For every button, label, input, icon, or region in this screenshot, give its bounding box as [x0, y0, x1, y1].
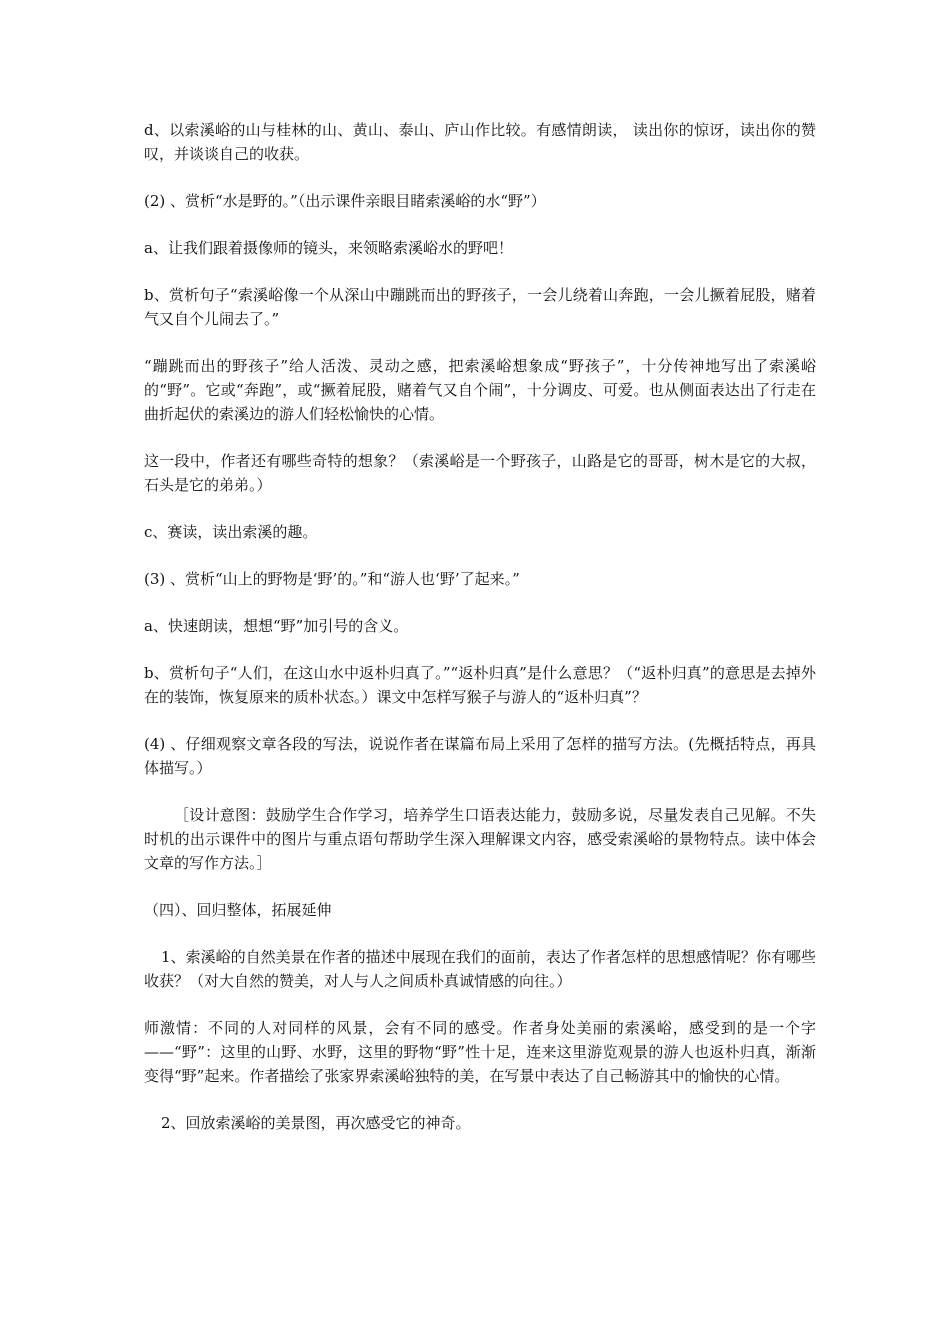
paragraph-item-2: 2、回放索溪峪的美景图，再次感受它的神奇。 [161, 1114, 471, 1132]
paragraph-question-1: 1、索溪峪的自然美景在作者的描述中展现在我们的面前，表达了作者怎样的思想感情呢？你有哪些收获？（对大自然的赞美，对人与人之间质朴真诚情感的向往。） [144, 948, 816, 990]
paragraph-section-3-heading: (3) 、赏析“山上的野物是‘野’的。”和“游人也‘野’了起来。” [144, 570, 520, 588]
paragraph-water-sentence: b、赏析句子“索溪峪像一个从深山中蹦跳而出的野孩子，一会儿绕着山奔跑，一会儿撅着屁股，赌着气又自个儿闹去了。” [144, 286, 816, 328]
paragraph-wild-child-analysis: “蹦跳而出的野孩子”给人活泼、灵动之感，把索溪峪想象成“野孩子”，十分传神地写出了索溪峪的“野”。它或“奔跑”，或“撅着屁股，赌着气又自个闹”，十分调皮、可爱。也从侧面表达出了行走在曲折起伏的索溪边的游人们轻松愉快的心情。 [144, 357, 816, 423]
paragraph-teacher-summary: 师激情：不同的人对同样的风景，会有不同的感受。作者身处美丽的索溪峪，感受到的是一个字——“野”：这里的山野、水野，这里的野物“野”性十足，连来这里游览观景的游人也返朴归真，渐渐变得“野”起来。作者描绘了张家界索溪峪独特的美，在写景中表达了自己畅游其中的愉快的心情。 [144, 1019, 816, 1085]
paragraph-return-to-nature: b、赏析句子“人们，在这山水中返朴归真了。”“返朴归真”是什么意思？（“返朴归真”的意思是去掉外在的装饰，恢复原来的质朴状态。）课文中怎样写猴子与游人的“返朴归真”？ [144, 664, 816, 706]
paragraph-water-camera: a、让我们跟着摄像师的镜头，来领略索溪峪水的野吧！ [144, 239, 513, 257]
paragraph-comparison: d、以索溪峪的山与桂林的山、黄山、泰山、庐山作比较。有感情朗读， 读出你的惊讶，读出你的赞叹，并谈谈自己的收获。 [144, 121, 816, 163]
paragraph-imagination-question: 这一段中，作者还有哪些奇特的想象？（索溪峪是一个野孩子，山路是它的哥哥，树木是它的大叔，石头是它的弟弟。） [144, 452, 816, 494]
paragraph-competition-reading: c、赛读，读出索溪的趣。 [144, 523, 318, 541]
paragraph-section-2-heading: (2) 、赏析“水是野的。”（出示课件亲眼目睹索溪峪的水“野”） [144, 192, 546, 210]
paragraph-quick-reading: a、快速朗读，想想“野”加引号的含义。 [144, 617, 409, 635]
paragraph-design-intent: ［设计意图：鼓励学生合作学习，培养学生口语表达能力，鼓励多说，尽量发表自己见解。不失时机的出示课件中的图片与重点语句帮助学生深入理解课文内容，感受索溪峪的景物特点。读中体会文章的写作方法。］ [144, 806, 816, 872]
paragraph-section-4-heading: (4) 、仔细观察文章各段的写法，说说作者在谋篇布局上采用了怎样的描写方法。(先概括特点，再具体描写。） [144, 735, 816, 777]
document-page [144, 118, 816, 1158]
paragraph-part-four-heading: （四）、回归整体，拓展延伸 [144, 901, 332, 919]
